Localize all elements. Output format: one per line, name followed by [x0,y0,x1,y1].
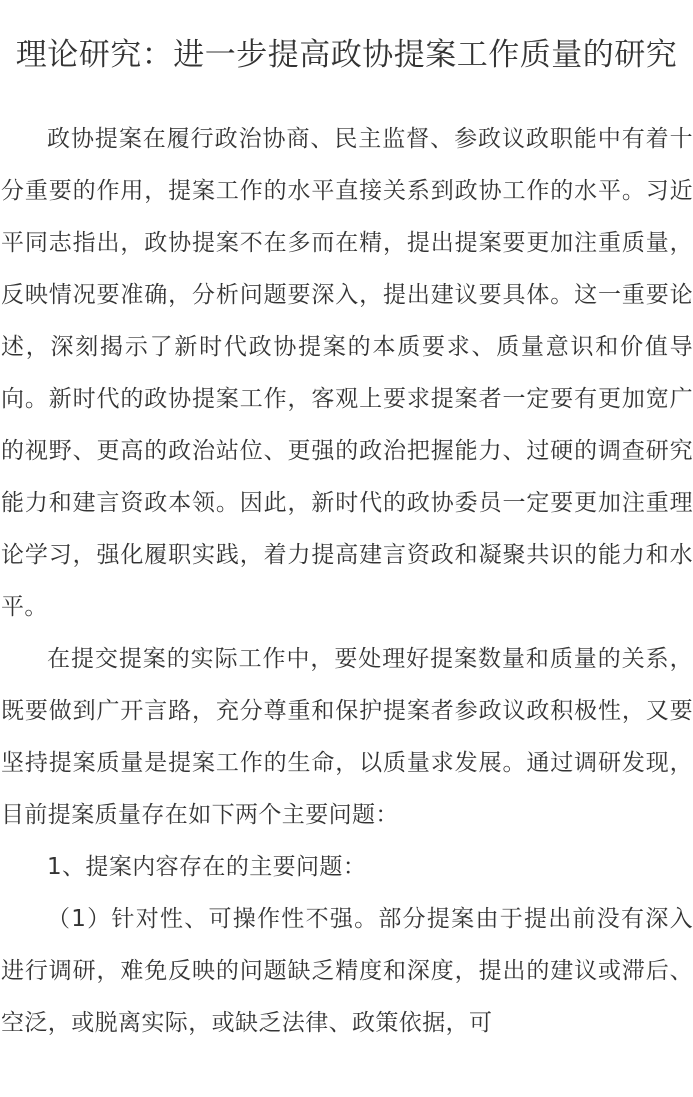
paragraph: 在提交提案的实际工作中，要处理好提案数量和质量的关系，既要做到广开言路，充分尊重和保护提案者参政议政积极性，又要坚持提案质量是提案工作的生命，以质量求发展。通过调研发现，目前提案质量存在如下两个主要问题： [1,646,693,828]
article-title: 理论研究：进一步提高政协提案工作质量的研究 [15,37,678,73]
paragraph: 政协提案在履行政治协商、民主监督、参政议政职能中有着十分重要的作用，提案工作的水平直接关系到政协工作的水平。习近平同志指出，政协提案不在多而在精，提出提案要更加注重质量，反映情况要准确，分析问题要深入，提出建议要具体。这一重要论述，深刻揭示了新时代政协提案的本质要求、质量意识和价值导向。新时代的政协提案工作，客观上要求提案者一定要有更加宽广的视野、更高的政治站位、更强的政治把握能力、过硬的调查研究能力和建言资政本领。因此，新时代的政协委员一定要更加注重理论学习，强化履职实践，着力提高建言资政和凝聚共识的能力和水平。 [1,126,693,620]
paragraph: 1、提案内容存在的主要问题： [47,854,367,880]
paragraph: （1）针对性、可操作性不强。部分提案由于提出前没有深入进行调研，难免反映的问题缺乏精度和深度，提出的建议或滞后、空泛，或脱离实际，或缺乏法律、政策依据，可 [1,906,693,1036]
article-body [0,113,693,1049]
